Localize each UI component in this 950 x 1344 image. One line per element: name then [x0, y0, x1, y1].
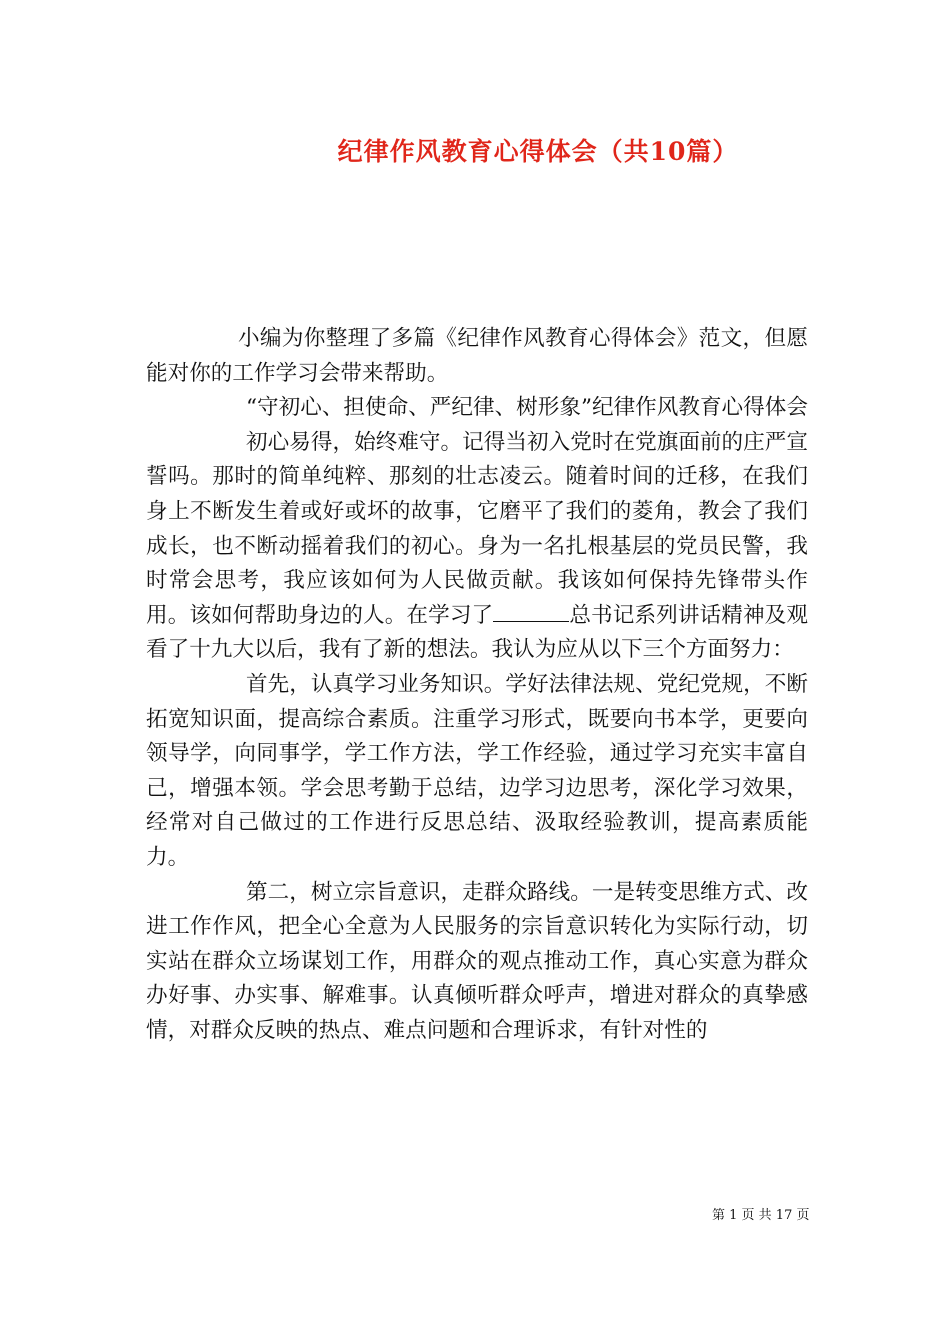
paragraph-text-before-blank: 初心易得，始终难守。记得当初入党时在党旗面前的庄严宣誓吗。那时的简单纯粹、那刻的壮志凌云。随着时间的迁移，在我们身上不断发生着或好或坏的故事，它磨平了我们的菱角，教会了我们成长，也不断动摇着我们的初心。身为一名扎根基层的党员民警，我时常会思考，我应该如何为人民做贡献。我该如何保持先锋带头作用。该如何帮助身边的人。在学习了 — [146, 429, 808, 628]
paragraph-first-point: 首先，认真学习业务知识。学好法律法规、党纪党规，不断拓宽知识面，提高综合素质。注重学习形式，既要向书本学，更要向领导学，向同事学，学工作方法，学工作经验，通过学习充实丰富自己，增强本领。学会思考勤于总结，边学习边思考，深化学习效果，经常对自己做过的工作进行反思总结、汲取经验教训，提高素质能力。 — [146, 671, 808, 870]
intro-paragraph: 小编为你整理了多篇《纪律作风教育心得体会》范文，但愿能对你的工作学习会带来帮助。 — [146, 326, 808, 386]
subtitle-paragraph: “守初心、担使命、严纪律、树形象”纪律作风教育心得体会 — [246, 395, 808, 421]
paragraph-text-after-blank: 总书记系列讲话精神及观看了十九大以后，我有了新的想法。我认为应从以下三个方面努力： — [146, 602, 808, 663]
paragraph-initial-heart — [146, 426, 808, 668]
paragraph-second-point: 第二，树立宗旨意识，走群众路线。一是转变思维方式、改进工作作风，把全心全意为人民服务的宗旨意识转化为实际行动，切实站在群众立场谋划工作，用群众的观点推动工作，真心实意为群众办好事、办实事、解难事。认真倾听群众呼声，增进对群众的真挚感情，对群众反映的热点、难点问题和合理诉求，有针对性的 — [146, 879, 808, 1043]
redacted-blank — [493, 601, 569, 622]
document-body — [146, 322, 808, 1048]
document-title: 纪律作风教育心得体会（共10篇） — [337, 137, 739, 166]
page-number-footer: 第 1 页 共 17 页 — [712, 1208, 810, 1223]
